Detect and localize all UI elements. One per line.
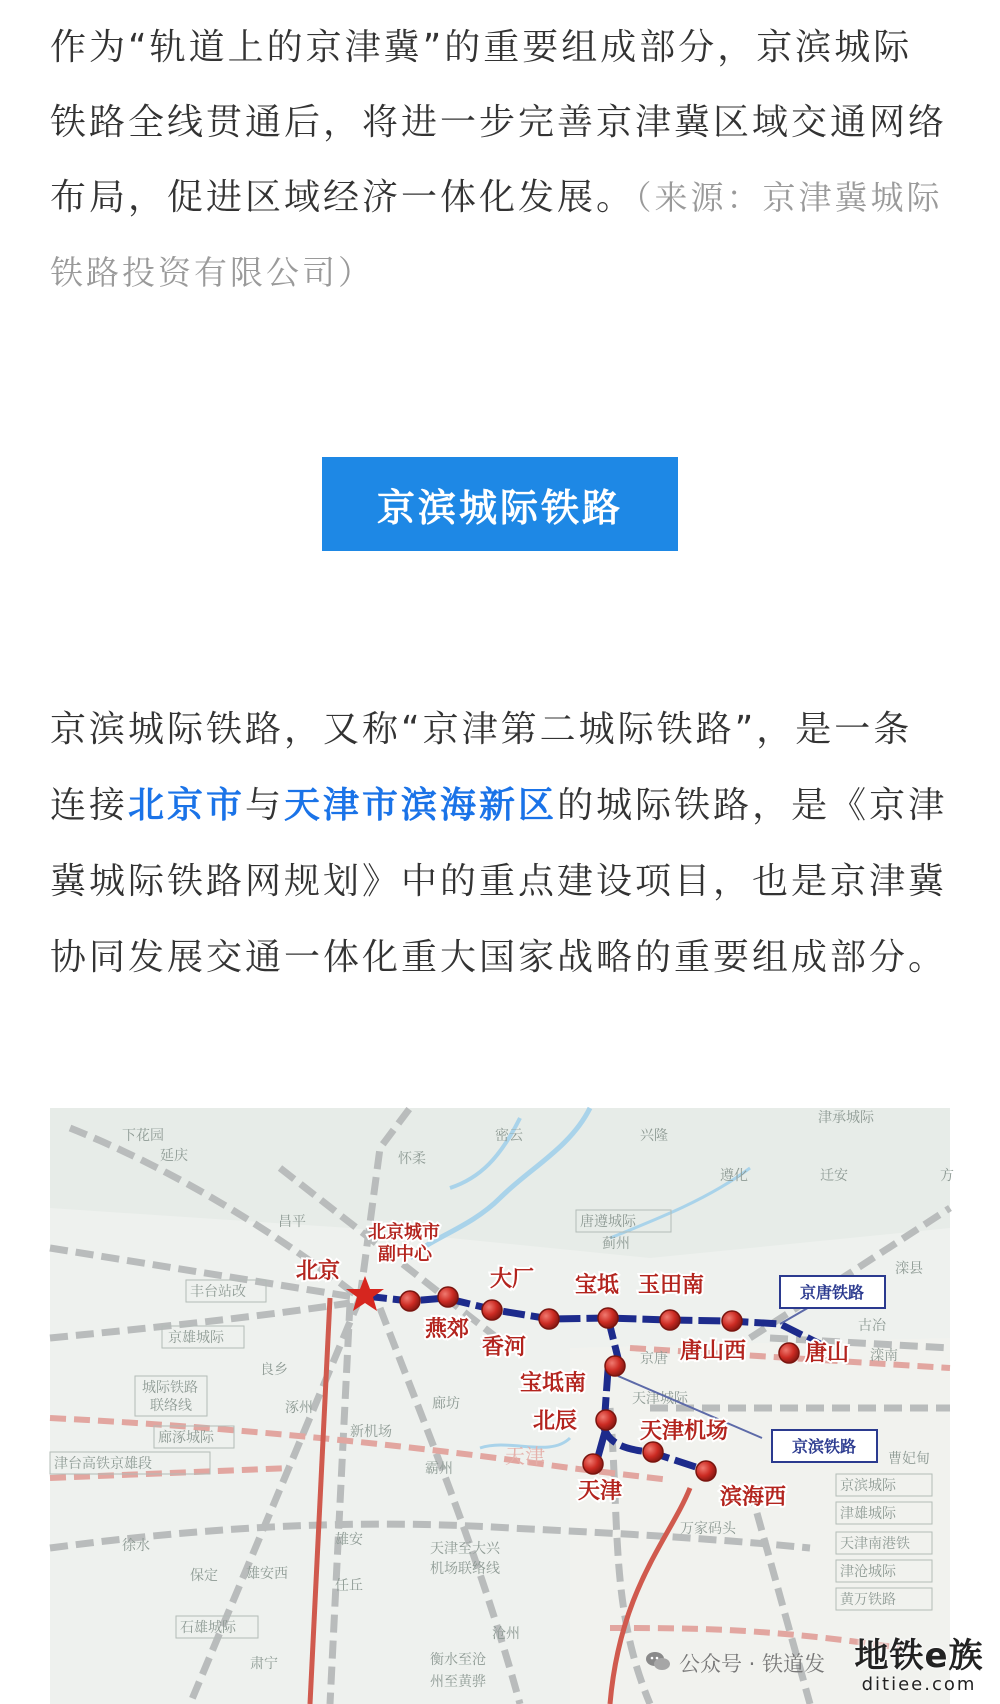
highlight-tianjin-binhai: 天津市滨海新区: [284, 785, 558, 826]
map-label: 下花园: [122, 1128, 164, 1144]
map-label: 密云: [495, 1128, 523, 1144]
station-marker: [696, 1461, 716, 1481]
station-label: 北辰: [533, 1409, 578, 1434]
station-label: 宝坻南: [520, 1371, 587, 1396]
map-label: 新机场: [350, 1424, 392, 1440]
jingtang-line-label: 京唐铁路: [799, 1283, 865, 1302]
map-label: 雄安: [335, 1532, 363, 1548]
article-paragraph-main: [50, 692, 950, 996]
jingbin-line-label: 京滨铁路: [791, 1437, 857, 1456]
wechat-icon: [645, 1650, 671, 1677]
station-label: 唐山: [805, 1341, 850, 1366]
map-label: 京滨城际: [840, 1478, 896, 1494]
station-marker: [539, 1309, 559, 1329]
map-label: 京雄城际: [168, 1330, 224, 1346]
map-label: 联络线: [150, 1398, 192, 1414]
map-label: 雄安西: [246, 1566, 288, 1582]
station-label: 北京: [296, 1259, 341, 1284]
highlight-beijing: 北京市: [128, 785, 246, 826]
map-label: 津雄城际: [840, 1506, 896, 1522]
station-marker: [643, 1442, 663, 1462]
map-label: 津沧城际: [840, 1564, 896, 1580]
station-label: 天津机场: [640, 1419, 729, 1444]
station-label: 副中心: [378, 1244, 432, 1265]
map-label: 方: [940, 1168, 954, 1184]
watermark-logo-url: ditiee.com: [861, 1674, 977, 1695]
map-label: 丰台站改: [190, 1284, 246, 1300]
map-label: 蓟州: [602, 1236, 630, 1252]
map-label: 滦县: [895, 1261, 923, 1277]
station-marker: [596, 1410, 616, 1430]
station-marker: [605, 1356, 625, 1376]
map-label: 石雄城际: [180, 1620, 236, 1636]
station-label: 天津: [578, 1479, 623, 1504]
map-label: 滦南: [870, 1348, 898, 1364]
station-label: 玉田南: [638, 1273, 705, 1298]
paragraph-text: 的城际铁路，是《京津冀城际铁路网规划》中的重点建设项目，也是京津冀协同发展交通一体化重大国家战略的重要组成部分。: [50, 785, 948, 978]
map-label: 机场联络线: [430, 1561, 500, 1577]
map-label: 津台高铁京雄段: [54, 1456, 152, 1472]
map-label: 延庆: [160, 1148, 188, 1164]
map-label: 任丘: [335, 1578, 363, 1594]
paragraph-text: 作为“轨道上的京津冀”的重要组成部分，京滨城际铁路全线贯通后，将进一步完善京津冀区域交通网络布局，促进区域经济一体化发展。: [50, 27, 948, 218]
wechat-source-caption: [645, 1648, 825, 1678]
article-paragraph-top: [50, 10, 950, 310]
map-label: 古冶: [858, 1318, 886, 1334]
map-label: 黄万铁路: [840, 1592, 896, 1608]
station-marker: [722, 1311, 742, 1331]
station-label: 宝坻: [575, 1273, 620, 1298]
station-label: 大厂: [490, 1267, 535, 1292]
jingtang-line-callout: [780, 1276, 885, 1308]
station-label: 滨海西: [720, 1485, 787, 1510]
map-label: 昌平: [278, 1214, 306, 1230]
jingbin-line-callout: [772, 1430, 877, 1462]
section-title: 京滨城际铁路: [322, 457, 678, 551]
station-marker: [400, 1291, 420, 1311]
station-marker: [660, 1310, 680, 1330]
map-label: 廊涿城际: [158, 1430, 214, 1446]
map-label: 天津: [505, 1444, 545, 1468]
map-label: 州至黄骅: [430, 1674, 486, 1690]
map-label: 良乡: [260, 1362, 288, 1378]
map-label: 城际铁路: [142, 1380, 198, 1396]
map-label: 沧州: [492, 1626, 520, 1642]
map-label: 兴隆: [640, 1128, 668, 1144]
map-label: 涿州: [285, 1400, 313, 1416]
station-marker: [438, 1287, 458, 1307]
station-label: 香河: [482, 1335, 527, 1360]
station-marker: [598, 1308, 618, 1328]
source-note: （来源：京津冀城际铁路投资有限公司）: [50, 178, 943, 292]
map-label: 曹妃甸: [888, 1451, 930, 1467]
railway-map[interactable]: [50, 1108, 954, 1704]
map-label: 保定: [190, 1568, 218, 1584]
map-label: 京唐: [640, 1351, 668, 1367]
paragraph-text: 与: [245, 785, 285, 826]
map-label: 肃宁: [250, 1656, 278, 1672]
map-label: 遵化: [720, 1168, 748, 1184]
map-label: 衡水至沧: [430, 1652, 486, 1668]
map-label: 天津城际: [632, 1391, 688, 1407]
station-marker: [482, 1300, 502, 1320]
paragraph-text: 京滨城际铁路，又称“京津第二城际铁路”，是一条连接: [50, 709, 913, 826]
caption-text: 公众号 · 铁道发: [679, 1652, 826, 1676]
map-label: 徐水: [122, 1538, 150, 1554]
station-marker: [779, 1343, 799, 1363]
site-watermark-logo: [844, 1638, 994, 1695]
map-label: 万家码头: [680, 1521, 736, 1537]
map-label: 廊坊: [432, 1396, 460, 1412]
map-label: 天津南港铁: [840, 1536, 910, 1552]
map-label: 天津至大兴: [430, 1541, 500, 1557]
railway-map-svg: [50, 1108, 954, 1704]
station-marker: [583, 1454, 603, 1474]
map-label: 唐遵城际: [580, 1214, 636, 1230]
map-label: 迁安: [820, 1168, 848, 1184]
map-label: 霸州: [425, 1461, 453, 1477]
watermark-logo-text: 地铁e族: [854, 1636, 984, 1676]
map-label: 怀柔: [398, 1151, 426, 1167]
station-label: 唐山西: [680, 1339, 747, 1364]
map-label: 津承城际: [818, 1110, 874, 1126]
station-label: 北京城市: [368, 1222, 440, 1243]
station-label: 燕郊: [425, 1317, 470, 1342]
